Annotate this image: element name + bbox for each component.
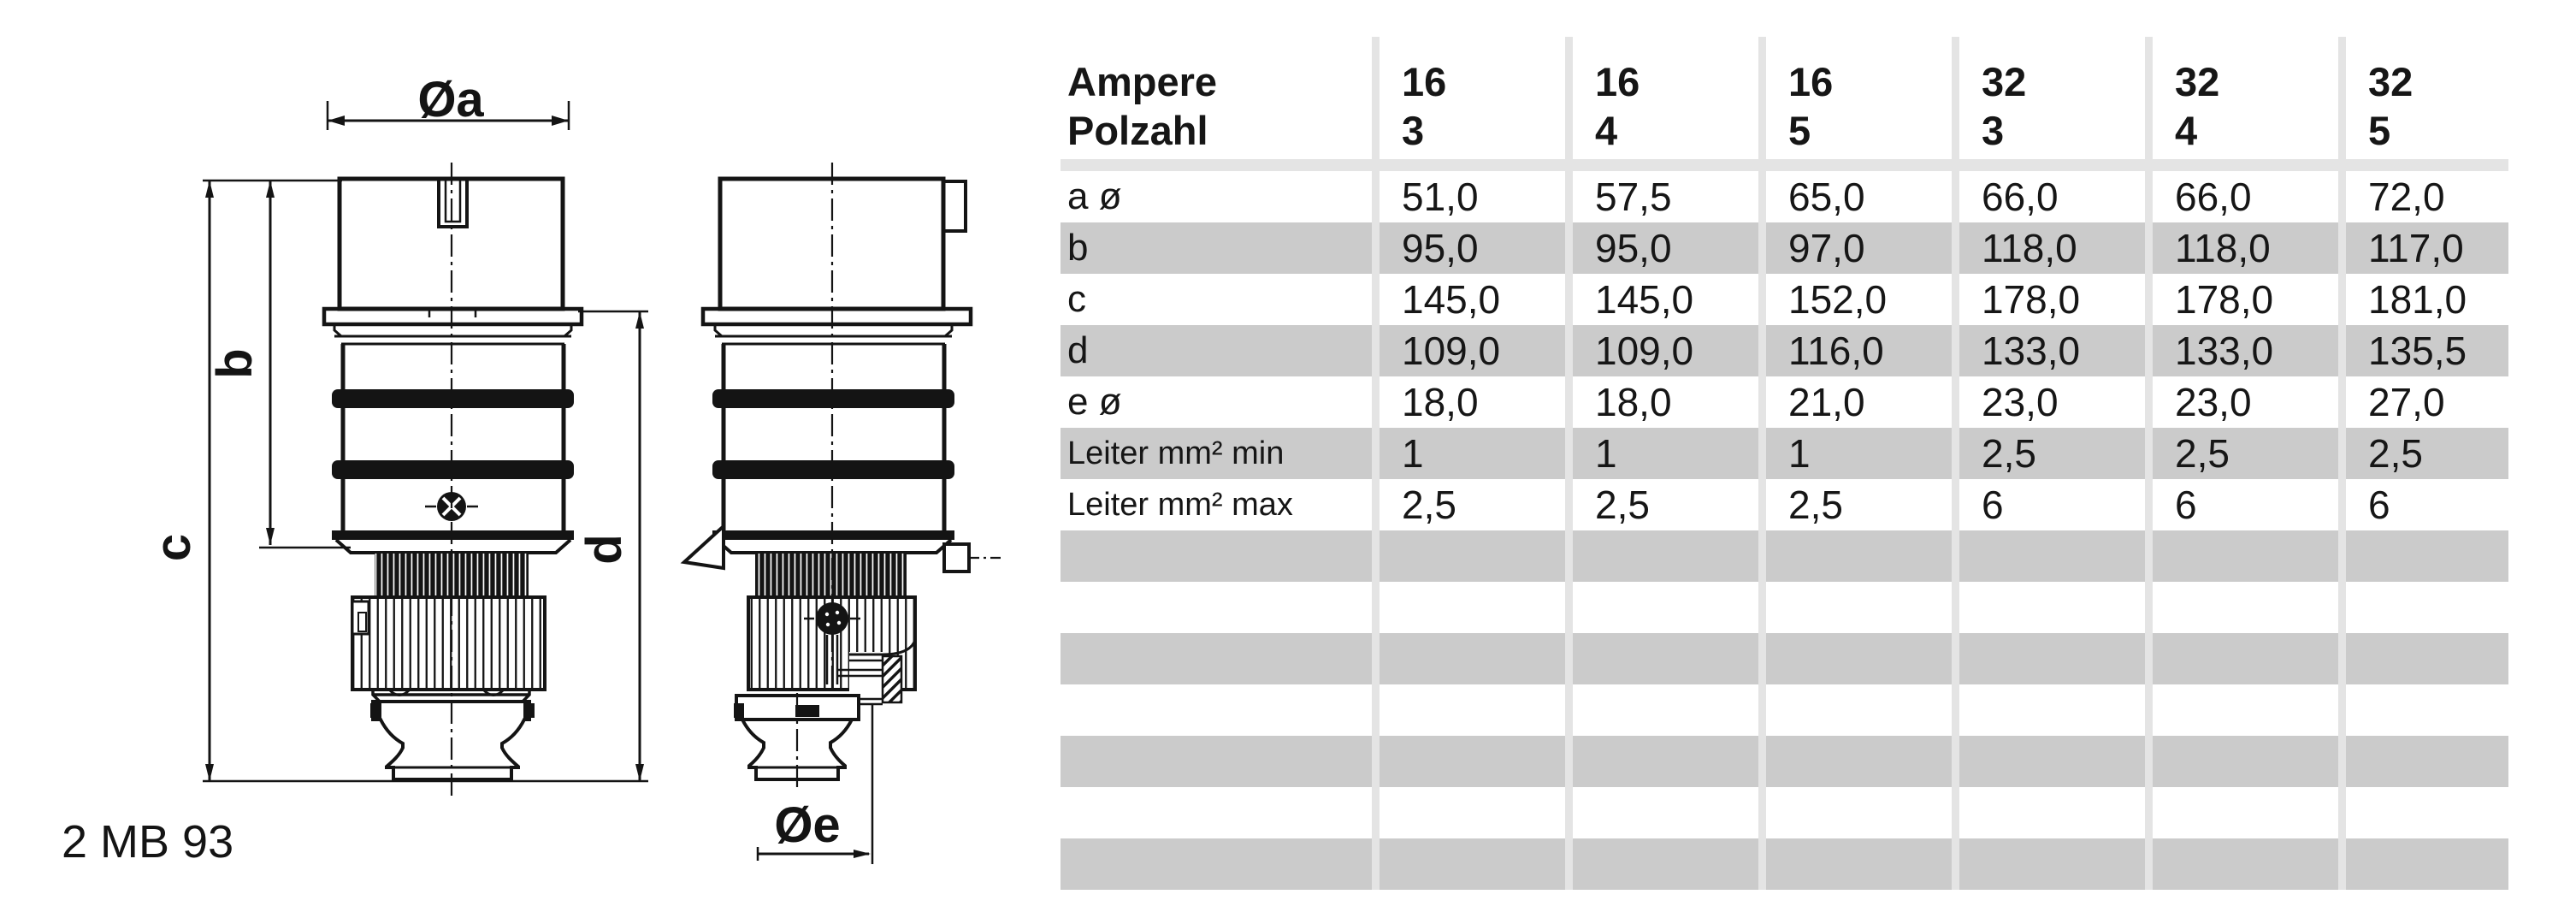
dim-label-a: Øa xyxy=(417,72,484,127)
dim-label-e: Øe xyxy=(774,797,841,853)
row-value: 1 xyxy=(1565,428,1758,479)
ampere-value: 16 xyxy=(1595,59,1640,104)
table-row-empty xyxy=(1061,838,2508,890)
row-value xyxy=(1758,787,1952,838)
row-value: 6 xyxy=(1952,479,2145,530)
row-value xyxy=(1372,787,1565,838)
polzahl-value: 5 xyxy=(1788,108,1811,153)
row-value: 72,0 xyxy=(2338,171,2508,222)
row-value: 51,0 xyxy=(1372,171,1565,222)
row-value: 23,0 xyxy=(1952,376,2145,428)
dim-label-d: d xyxy=(576,534,632,565)
polzahl-value: 3 xyxy=(1402,108,1425,153)
row-value xyxy=(1565,684,1758,736)
ampere-value: 16 xyxy=(1788,59,1834,104)
row-value xyxy=(1758,838,1952,890)
table-row xyxy=(1061,171,2508,222)
row-value: 95,0 xyxy=(1565,222,1758,274)
row-value xyxy=(2338,838,2508,890)
row-value xyxy=(2338,582,2508,633)
row-value xyxy=(2145,736,2338,787)
row-value xyxy=(1565,530,1758,582)
row-value xyxy=(2338,787,2508,838)
row-value: 66,0 xyxy=(1952,171,2145,222)
header-col-4 xyxy=(1952,37,2145,159)
header-row2-label: Polzahl xyxy=(1067,108,1208,153)
row-label: b xyxy=(1067,227,1089,269)
row-value: 2,5 xyxy=(1758,479,1952,530)
header-col-1 xyxy=(1372,37,1565,159)
row-label xyxy=(1061,787,1372,838)
row-value xyxy=(1952,684,2145,736)
ampere-value: 16 xyxy=(1402,59,1447,104)
row-value xyxy=(2145,787,2338,838)
row-value xyxy=(1372,633,1565,684)
row-value: 152,0 xyxy=(1758,274,1952,325)
row-value: 118,0 xyxy=(1952,222,2145,274)
spec-table-body xyxy=(1061,171,2508,890)
row-value xyxy=(1565,838,1758,890)
row-value xyxy=(2338,633,2508,684)
technical-drawing xyxy=(0,0,1061,924)
header-col-3 xyxy=(1758,37,1952,159)
table-row-empty xyxy=(1061,684,2508,736)
row-value: 97,0 xyxy=(1758,222,1952,274)
header-col-5 xyxy=(2145,37,2338,159)
row-value xyxy=(1372,736,1565,787)
row-value: 109,0 xyxy=(1372,325,1565,376)
header-label-cell xyxy=(1061,37,1372,159)
row-value xyxy=(1758,736,1952,787)
row-label xyxy=(1061,736,1372,787)
row-value: 57,5 xyxy=(1565,171,1758,222)
table-row xyxy=(1061,428,2508,479)
table-row xyxy=(1061,274,2508,325)
row-value xyxy=(1758,684,1952,736)
row-value: 18,0 xyxy=(1372,376,1565,428)
header-col-2 xyxy=(1565,37,1758,159)
table-row xyxy=(1061,376,2508,428)
table-row xyxy=(1061,479,2508,530)
row-value xyxy=(1758,633,1952,684)
row-value: 118,0 xyxy=(2145,222,2338,274)
table-row xyxy=(1061,222,2508,274)
row-value xyxy=(2145,684,2338,736)
row-label: e ø xyxy=(1067,381,1122,423)
side-view xyxy=(684,163,1001,791)
row-value xyxy=(1952,736,2145,787)
polzahl-value: 3 xyxy=(1982,108,2005,153)
front-view xyxy=(324,163,582,796)
row-label xyxy=(1061,633,1372,684)
row-value: 133,0 xyxy=(2145,325,2338,376)
row-value xyxy=(2338,736,2508,787)
header-col-6 xyxy=(2338,37,2508,159)
row-value xyxy=(1565,736,1758,787)
row-label: d xyxy=(1067,329,1089,371)
row-value: 6 xyxy=(2338,479,2508,530)
row-value xyxy=(2338,530,2508,582)
row-value: 109,0 xyxy=(1565,325,1758,376)
row-label xyxy=(1061,530,1372,582)
row-value xyxy=(1372,684,1565,736)
ampere-value: 32 xyxy=(2368,59,2414,104)
spec-table-header xyxy=(1061,37,2508,159)
row-value: 181,0 xyxy=(2338,274,2508,325)
row-value: 116,0 xyxy=(1758,325,1952,376)
polzahl-value: 5 xyxy=(2368,108,2391,153)
row-label xyxy=(1061,684,1372,736)
row-value xyxy=(1372,838,1565,890)
row-value: 95,0 xyxy=(1372,222,1565,274)
row-value: 66,0 xyxy=(2145,171,2338,222)
table-row-empty xyxy=(1061,530,2508,582)
row-value xyxy=(1372,582,1565,633)
table-row-empty xyxy=(1061,787,2508,838)
row-label: Leiter mm² min xyxy=(1067,435,1285,471)
row-value: 2,5 xyxy=(1372,479,1565,530)
row-value xyxy=(1952,838,2145,890)
drawing-code-label: 2 MB 93 xyxy=(62,816,234,868)
dim-label-b: b xyxy=(207,348,263,379)
table-row-empty xyxy=(1061,633,2508,684)
row-value: 2,5 xyxy=(1952,428,2145,479)
header-row1-label: Ampere xyxy=(1067,59,1218,104)
ampere-value: 32 xyxy=(2175,59,2220,104)
row-label: c xyxy=(1067,278,1086,320)
row-value: 65,0 xyxy=(1758,171,1952,222)
table-row-empty xyxy=(1061,736,2508,787)
polzahl-value: 4 xyxy=(2175,108,2198,153)
row-value xyxy=(1758,582,1952,633)
row-value xyxy=(2338,684,2508,736)
row-value xyxy=(1372,530,1565,582)
row-value xyxy=(2145,582,2338,633)
header-divider xyxy=(1061,159,2508,171)
row-value xyxy=(1758,530,1952,582)
polzahl-value: 4 xyxy=(1595,108,1618,153)
row-value: 133,0 xyxy=(1952,325,2145,376)
row-value: 23,0 xyxy=(2145,376,2338,428)
row-value: 2,5 xyxy=(1565,479,1758,530)
row-value: 1 xyxy=(1758,428,1952,479)
spec-table xyxy=(1061,37,2508,890)
row-label xyxy=(1061,582,1372,633)
row-value: 117,0 xyxy=(2338,222,2508,274)
row-value xyxy=(2145,530,2338,582)
row-value: 135,5 xyxy=(2338,325,2508,376)
row-label xyxy=(1061,838,1372,890)
row-value: 2,5 xyxy=(2338,428,2508,479)
row-label: Leiter mm² max xyxy=(1067,487,1293,523)
row-value: 18,0 xyxy=(1565,376,1758,428)
row-value: 145,0 xyxy=(1565,274,1758,325)
row-value: 6 xyxy=(2145,479,2338,530)
row-value xyxy=(2145,633,2338,684)
row-value xyxy=(2145,838,2338,890)
dim-label-c: c xyxy=(145,533,201,562)
row-value xyxy=(1952,582,2145,633)
row-value xyxy=(1565,582,1758,633)
ampere-value: 32 xyxy=(1982,59,2027,104)
row-value: 21,0 xyxy=(1758,376,1952,428)
row-value xyxy=(1952,633,2145,684)
row-value: 2,5 xyxy=(2145,428,2338,479)
row-value xyxy=(1952,530,2145,582)
row-value: 1 xyxy=(1372,428,1565,479)
row-value xyxy=(1565,787,1758,838)
row-value: 145,0 xyxy=(1372,274,1565,325)
table-row-empty xyxy=(1061,582,2508,633)
row-label: a ø xyxy=(1067,175,1122,217)
row-value: 178,0 xyxy=(2145,274,2338,325)
table-row xyxy=(1061,325,2508,376)
row-value: 178,0 xyxy=(1952,274,2145,325)
row-value xyxy=(1952,787,2145,838)
row-value: 27,0 xyxy=(2338,376,2508,428)
row-value xyxy=(1565,633,1758,684)
